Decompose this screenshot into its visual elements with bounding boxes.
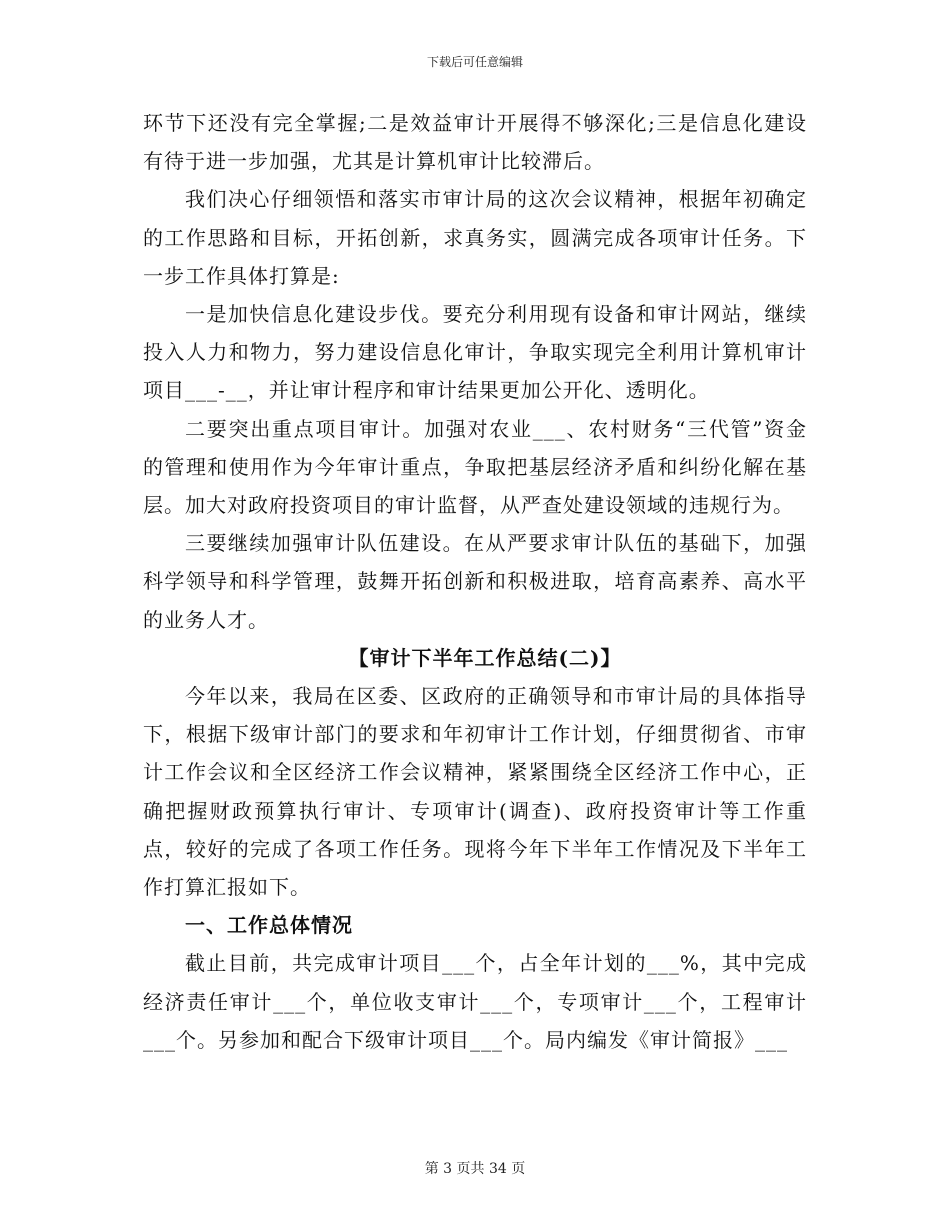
- document-body: [143, 104, 807, 1059]
- section-heading: 【审计下半年工作总结(二)】: [348, 645, 622, 670]
- page-footer: 第 3 页共 34 页: [424, 1161, 526, 1177]
- subsection-heading: 一、工作总体情况: [185, 913, 353, 938]
- page-header: 下载后可任意编辑: [426, 55, 523, 69]
- paragraph: 截止目前，共完成审计项目___个，占全年计划的___%，其中完成经济责任审计___个，单位收支审计___个，专项审计___个，工程审计___个。另参加和配合下级审计项目___个。局内编发《审计简报》___: [143, 951, 807, 1052]
- paragraph: 二要突出重点项目审计。加强对农业___、农村财务“三代管”资金的管理和使用作为今年审计重点，争取把基层经济矛盾和纠纷化解在基层。加大对政府投资项目的审计监督，从严查处建设领域的违规行为。: [143, 416, 807, 518]
- paragraph-continued: 环节下还没有完全掌握;二是效益审计开展得不够深化;三是信息化建设有待于进一步加强，尤其是计算机审计比较滞后。: [143, 111, 807, 174]
- paragraph: 三要继续加强审计队伍建设。在从严要求审计队伍的基础下，加强科学领导和科学管理，鼓舞开拓创新和积极进取，培育高素养、高水平的业务人才。: [143, 531, 807, 632]
- paragraph: 一是加快信息化建设步伐。要充分利用现有设备和审计网站，继续投入人力和物力，努力建设信息化审计，争取实现完全利用计算机审计项目___-__，并让审计程序和审计结果更加公开化、透明化。: [143, 302, 807, 403]
- paragraph: 我们决心仔细领悟和落实市审计局的这次会议精神，根据年初确定的工作思路和目标，开拓创新，求真务实，圆满完成各项审计任务。下一步工作具体打算是:: [143, 187, 807, 288]
- paragraph: 今年以来，我局在区委、区政府的正确领导和市审计局的具体指导下，根据下级审计部门的要求和年初审计工作计划，仔细贯彻省、市审计工作会议和全区经济工作会议精神，紧紧围绕全区经济工作中心，正确把握财政预算执行审计、专项审计(调查)、政府投资审计等工作重点，较好的完成了各项工作任务。现将今年下半年工作情况及下半年工作打算汇报如下。: [143, 684, 807, 900]
